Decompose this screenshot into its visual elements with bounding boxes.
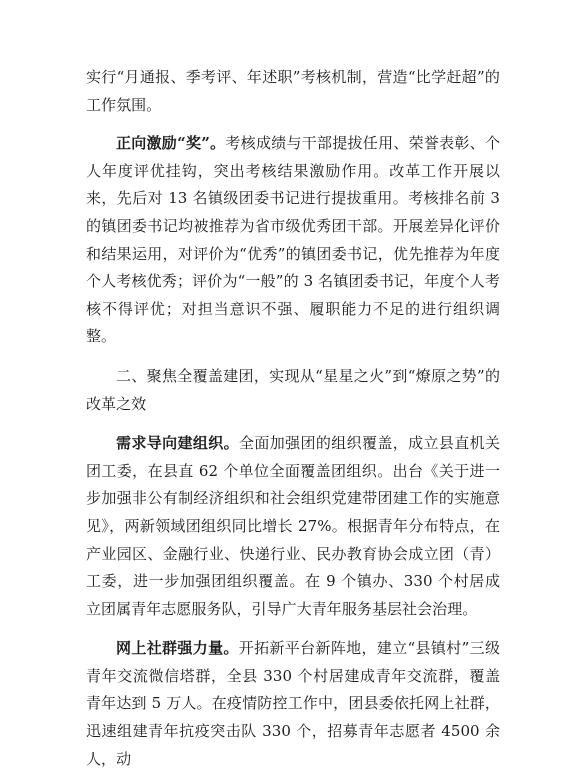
paragraph-3-text: 全面加强团的组织覆盖，成立县直机关团工委，在县直 62 个单位全面覆盖团组织。出台《关于进一步加强非公有制经济组织和社会组织党建带团建工作的实施意见》，两新领域团组织同比增长 27%。根据青年分布特点，在产业园区、金融行业、快递行业、民办教育协会成立团（青）工委，进一步加强团组织覆盖。在 9 个镇办、330 个村居成立团属青年志愿服务队，引导广大青年服务基层社会治理。 xyxy=(86,434,500,618)
paragraph-3 xyxy=(86,430,500,623)
paragraph-3-lead: 需求导向建组织。 xyxy=(116,434,239,453)
paragraph-4 xyxy=(86,635,500,773)
paragraph-2-text: 考核成绩与干部提拔任用、荣誉表彰、个人年度评优挂钩，突出考核结果激励作用。改革工作开展以来，先后对 13 名镇级团委书记进行提拔重用。考核排名前 3 的镇团委书记均被推荐为省市级优秀团干部。开展差异化评价和结果运用，对评价为“优秀”的镇团委书记，优先推荐为年度个人考核优秀；评价为“一般”的 3 名镇团委书记，年度个人考核不得评优；对担当意识不强、履职能力不足的进行组织调整。 xyxy=(86,134,500,346)
paragraph-4-lead: 网上社群强力量。 xyxy=(116,639,239,658)
paragraph-2 xyxy=(86,130,500,351)
paragraph-1 xyxy=(86,64,500,119)
paragraph-2-lead: 正向激励“奖”。 xyxy=(116,134,226,153)
section-heading xyxy=(86,363,500,418)
document-page xyxy=(86,64,500,773)
paragraph-1-text: 实行“月通报、季考评、年述职”考核机制，营造“比学赶超”的工作氛围。 xyxy=(86,68,500,114)
paragraph-4-text: 开拓新平台新阵地，建立“县镇村”三级青年交流微信塔群，全县 330 个村居建成青年交流群，覆盖青年达到 5 万人。在疫情防控工作中，团县委依托网上社群，迅速组建青年抗疫突击队 330 个，招募青年志愿者 4500 余人，动 xyxy=(86,639,500,768)
section-heading-text: 二、聚焦全覆盖建团，实现从“星星之火”到“燎原之势”的改革之效 xyxy=(86,366,500,413)
